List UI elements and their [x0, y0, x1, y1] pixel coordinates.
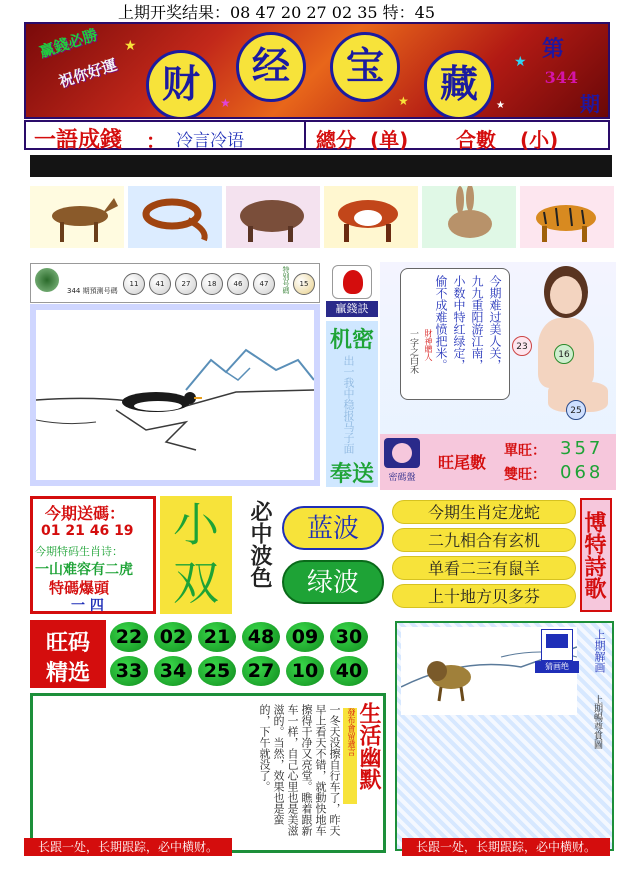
poem-line: 今期生肖定龙蛇 [392, 500, 576, 524]
tail-label: 旺尾數 [438, 453, 487, 472]
green-wave: 绿波 [282, 560, 384, 604]
double-value: 068 [560, 462, 604, 483]
poem-line: 二九相合有玄机 [392, 528, 576, 552]
animal-rabbit-icon [422, 186, 516, 248]
issue-number: 344 [544, 68, 578, 87]
star-icon: ★ [514, 54, 527, 70]
star-icon: ★ [220, 96, 231, 110]
sum-label: 合數 [456, 128, 496, 152]
prediction-ball: 27 [175, 273, 197, 295]
wave-label: 必中波色 [247, 500, 273, 588]
model-ball: 25 [566, 400, 586, 420]
lottery-label-top: 旺码 [45, 631, 90, 656]
lottery-label-box [30, 620, 106, 688]
humor-box [30, 693, 386, 853]
animal-horse-icon [30, 186, 124, 248]
secret-text: 出一我中稳报马子面 [342, 355, 355, 454]
footer-right: 长跟一处，长期跟踪，必中横财。 [402, 838, 610, 856]
single-value: 357 [560, 438, 604, 459]
title-char-2: 经 [236, 32, 306, 102]
guess-picture-badge [541, 629, 573, 661]
star-icon: ★ [398, 94, 409, 108]
today-box [30, 496, 156, 614]
prev-subtitle: 上期暢尊賞圖 [592, 695, 602, 749]
lottery-number: 48 [242, 622, 280, 652]
poem-line: 上十地方贝多芬 [392, 584, 576, 608]
motto-label: 一語成錢 [34, 127, 123, 153]
penguin-drawing-icon [36, 310, 314, 480]
prediction-ball: 47 [253, 273, 275, 295]
lottery-panel [30, 620, 380, 688]
money-bag-icon [332, 265, 372, 299]
special-label: 特别号碼 [282, 266, 290, 294]
prediction-ball: 18 [201, 273, 223, 295]
password-pan-label: 密碼盤 [388, 473, 416, 483]
gift-title: 奉送 [329, 461, 374, 487]
today-title: 今期送碼： [45, 504, 126, 523]
animal-tiger-icon [520, 186, 614, 248]
total-value: (单) [370, 128, 409, 152]
banner [24, 22, 610, 119]
guess-picture-label: 猜画绝 [535, 661, 579, 673]
prediction-special-ball: 15 [293, 273, 315, 295]
title-char-4: 藏 [424, 50, 494, 119]
prediction-ball: 41 [149, 273, 171, 295]
explode-value: 一 四 [71, 598, 104, 614]
lottery-number: 25 [198, 656, 236, 686]
humor-title: 生活幽默 [356, 702, 382, 790]
black-bar [30, 155, 612, 177]
animal-ox-icon [324, 186, 418, 248]
lottery-number: 30 [330, 622, 368, 652]
humor-text: 一冬天没擦自行车了，昨天早上看天不错，就動快地车擦得干净又亮堂。瞧着跟新车一样，自己心里也是美滋滋的。当然，效果也是蛮的，下午就没了。 [258, 704, 341, 836]
lottery-number: 34 [154, 656, 192, 686]
lottery-number: 40 [330, 656, 368, 686]
single-label: 單旺： [504, 443, 546, 459]
lottery-number: 27 [242, 656, 280, 686]
secret-title: 机密 [329, 327, 374, 353]
lottery-number: 10 [286, 656, 324, 686]
humor-tag: 發布會留遺言 [343, 708, 357, 804]
badge-win: 赢錢必勝 [37, 25, 100, 62]
poem-label: 博特詩歌 [580, 498, 612, 612]
poem-line: 单看二三有鼠羊 [392, 556, 576, 580]
zodiac-label: 今期特码生肖诗： [35, 545, 123, 558]
scroll-poem-line: 偷不成难愤把米。 [434, 275, 448, 371]
animal-snake-icon [128, 186, 222, 248]
scroll-poem-author: 財神贈人 [424, 329, 433, 361]
win-formula-label: 贏錢訣 [326, 301, 378, 317]
zodiac-poem: 一山难容有二虎 [35, 562, 133, 578]
penguin-picture [30, 304, 320, 486]
lottery-label-bottom: 精选 [45, 661, 90, 686]
title-char-3: 宝 [330, 32, 400, 102]
last-result: 上期开奖结果：08 47 20 27 02 35 特：45 [118, 3, 436, 22]
password-pan-icon [384, 438, 420, 468]
animal-pig-icon [226, 186, 320, 248]
size-top: 小 [173, 498, 219, 552]
scroll-poem-title: 一字之白禾 [408, 329, 418, 374]
footer-left: 长跟一处，长期跟踪，必中横财。 [24, 838, 232, 856]
prediction-label: 344 期預測号碼 [67, 287, 118, 295]
prediction-ball: 11 [123, 273, 145, 295]
lottery-number: 09 [286, 622, 324, 652]
scroll-poem-line: 今期难过美人关， [488, 275, 502, 371]
scroll-poem [400, 268, 510, 400]
issue-label-top: 第 [541, 36, 564, 62]
blue-wave: 蓝波 [282, 506, 384, 550]
previous-picture-box [395, 621, 614, 851]
model-ball: 23 [512, 336, 532, 356]
lottery-number: 33 [110, 656, 148, 686]
tree-icon [35, 268, 59, 292]
star-icon: ★ [496, 100, 505, 111]
badge-luck: 祝你好運 [56, 55, 120, 92]
motto-phrase: 冷言冷语 [176, 131, 244, 151]
motto-colon: ： [146, 129, 166, 153]
sum-value: (小) [520, 128, 559, 152]
secret-box [326, 321, 378, 487]
motto-row [24, 120, 610, 153]
poem-box [392, 496, 578, 614]
prev-title: 上期解画 [593, 629, 606, 673]
lottery-number: 21 [198, 622, 236, 652]
title-char-1: 财 [146, 50, 216, 119]
motto-divider [304, 122, 306, 148]
issue-label-bottom: 期 [580, 92, 600, 116]
double-label: 雙旺： [504, 467, 546, 483]
total-label: 總分 [316, 128, 356, 152]
today-numbers: 01 21 46 19 [41, 523, 134, 539]
model-ball: 16 [554, 344, 574, 364]
lottery-number: 02 [154, 622, 192, 652]
tail-number-row [380, 434, 616, 490]
explode-label: 特碼爆頭 [49, 579, 110, 597]
star-icon: ★ [124, 38, 137, 54]
prediction-ball: 46 [227, 273, 249, 295]
size-bottom: 双 [173, 556, 219, 610]
lottery-number: 22 [110, 622, 148, 652]
scroll-poem-line: 九九重阳游江南， [470, 275, 484, 371]
side-column [326, 263, 378, 489]
prediction-row [30, 263, 320, 303]
scroll-poem-line: 小数中特红绿定， [452, 275, 466, 371]
size-box [160, 496, 232, 614]
